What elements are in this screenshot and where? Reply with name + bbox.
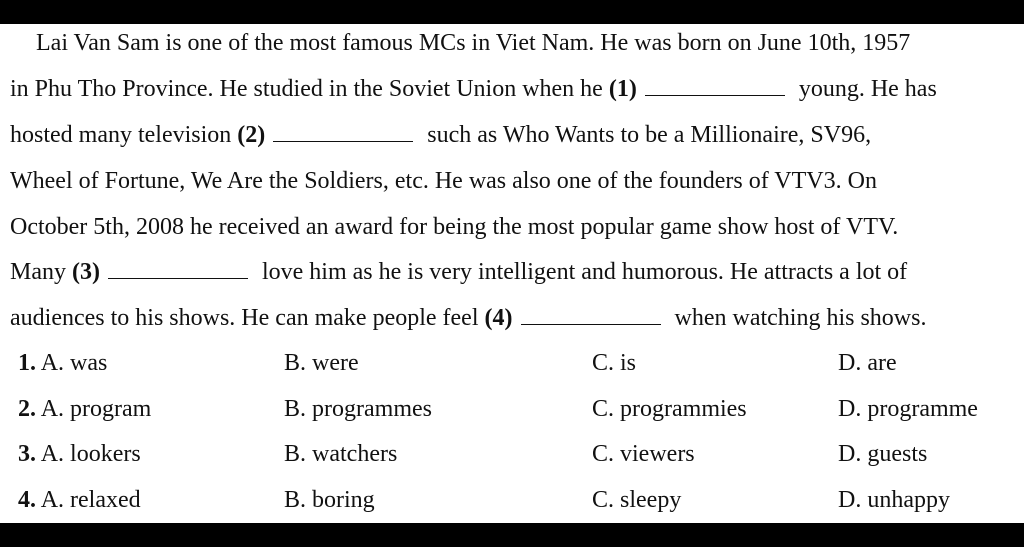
option-label: A. lookers [40,441,141,467]
question-3-option-a[interactable] [18,439,141,469]
question-2-option-d[interactable] [838,394,978,424]
option-label: B. were [284,350,359,376]
option-label: C. programmies [592,396,747,422]
question-2-option-a[interactable] [18,394,151,424]
passage-text: when watching his shows. [674,305,927,331]
question-4-option-b[interactable] [284,485,375,515]
blank-number-2: (2) [237,122,266,148]
blank-4[interactable] [521,306,661,325]
option-label: C. is [592,350,637,376]
blank-number-1: (1) [608,76,637,102]
passage-text: young. He has [798,76,937,102]
passage-text: in Phu Tho Province. He studied in the Soviet Union when he [10,76,603,102]
passage-text: such as Who Wants to be a Millionaire, SV96, [427,122,872,148]
passage-text: Many [10,259,66,285]
option-label: A. program [40,396,152,422]
passage-text: love him as he is very intelligent and humorous. He attracts a lot of [261,259,908,285]
option-label: B. boring [284,487,375,513]
question-4-option-c[interactable] [592,485,681,515]
option-label: D. guests [838,441,928,467]
passage-text: audiences to his shows. He can make people feel [10,305,479,331]
question-number: 1. [18,350,36,376]
question-3-option-b[interactable] [284,439,397,469]
option-label: C. sleepy [592,487,682,513]
question-4-option-d[interactable] [838,485,950,515]
option-label: B. watchers [284,441,398,467]
question-4-option-a[interactable] [18,485,141,515]
option-label: D. are [838,350,897,376]
question-3-option-d[interactable] [838,439,927,469]
blank-1[interactable] [645,77,785,96]
passage-line-6 [10,257,907,287]
passage-line-2 [10,74,937,104]
passage-line-7 [10,303,926,333]
blank-3[interactable] [108,260,248,279]
question-number: 2. [18,396,36,422]
question-1-option-c[interactable] [592,348,636,378]
passage-line-5 [10,212,898,242]
passage-text: hosted many television [10,122,232,148]
worksheet-page [0,24,1024,523]
blank-number-4: (4) [484,305,513,331]
option-label: D. programme [838,396,978,422]
question-2-option-c[interactable] [592,394,747,424]
question-1-option-a[interactable] [18,348,107,378]
question-1-option-d[interactable] [838,348,897,378]
question-number: 4. [18,487,36,513]
question-number: 3. [18,441,36,467]
passage-line-4 [10,166,877,196]
option-label: B. programmes [284,396,432,422]
passage-text: October 5th, 2008 he received an award for being the most popular game show host of VTV. [10,214,899,240]
option-label: D. unhappy [838,487,950,513]
option-label: A. relaxed [40,487,141,513]
passage-line-3 [10,120,871,150]
question-3-option-c[interactable] [592,439,695,469]
blank-2[interactable] [273,123,413,142]
option-label: A. was [40,350,108,376]
passage-text: Wheel of Fortune, We Are the Soldiers, etc. He was also one of the founders of VTV3. On [10,168,877,194]
blank-number-3: (3) [72,259,100,285]
passage-text: Lai Van Sam is one of the most famous MCs in Viet Nam. He was born on June 10th, 1957 [36,30,911,56]
passage-line-1 [36,28,910,58]
question-2-option-b[interactable] [284,394,432,424]
question-1-option-b[interactable] [284,348,359,378]
option-label: C. viewers [592,441,695,467]
